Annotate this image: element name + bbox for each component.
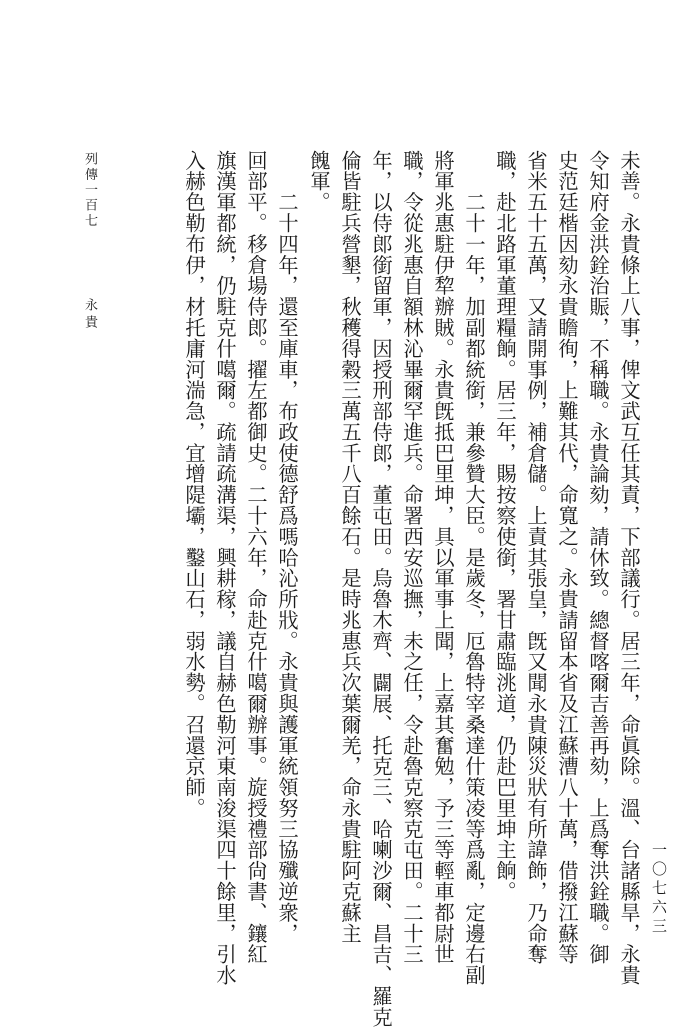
running-title: 列傳一百七 <box>82 152 97 229</box>
text-column-11: 餽軍。 <box>307 150 331 213</box>
text-column-6: 二十一年，加副都統銜，兼參贊大臣。是歲冬，厄魯特宰桑達什策凌等爲亂，定邊右副 <box>462 150 486 986</box>
text-column-5: 職，赴北路軍董理糧餉。居三年，賜按察使銜，署甘肅臨洮道，仍赴巴里坤主餉。 <box>493 150 517 903</box>
text-column-12: 二十四年，還至庫車，布政使德舒爲嗎哈沁所戕。永貴與護軍統領努三協殲逆衆， <box>275 150 299 944</box>
text-column-15: 入赫色勒布伊，材托庸河湍急，宜增隄壩，鑿山石，弱水勢。召還京師。 <box>182 150 206 819</box>
text-column-10: 倫皆駐兵營墾，秋穫得穀三萬五千八百餘石。是時兆惠兵次葉爾羌，命永貴駐阿克蘇主 <box>338 150 362 944</box>
text-column-3: 史范廷楷因劾永貴瞻徇，上難其代，命寬之。永貴請留本省及江蘇漕八十萬，借撥江蘇等 <box>555 150 579 965</box>
text-column-13: 回部平。移倉場侍郎。擢左都御史。二十六年，命赴克什噶爾辦事。旋授禮部尙書、鑲紅 <box>244 150 268 965</box>
text-column-8: 職，令從兆惠自額林沁畢爾罕進兵。命署西安巡撫，未之任，令赴魯克察克屯田。二十三 <box>400 150 424 965</box>
page-number: 一〇七六三 <box>650 842 668 937</box>
text-column-9: 年，以侍郎銜留軍，因授刑部侍郎，董屯田。烏魯木齊、闢展、托克三、哈喇沙爾、昌吉、羅克 <box>369 150 393 1027</box>
text-column-7: 將軍兆惠駐伊犂辦賊。永貴旣抵巴里坤，具以軍事上聞，上嘉其奮勉，予三等輕車都尉世 <box>431 150 455 965</box>
text-column-1: 未善。永貴條上八事，俾文武互任其責，下部議行。居三年，命眞除。溫、台諸縣旱，永貴 <box>617 150 641 986</box>
text-column-14: 旗漢軍都統，仍駐克什噶爾。疏請疏溝渠，興耕稼，議自赫色勒河東南浚渠四十餘里，引水 <box>213 150 237 986</box>
text-column-2: 令知府金洪銓治賑，不稱職。永貴論劾，請休致。總督喀爾吉善再劾，上爲奪洪銓職。御 <box>586 150 610 965</box>
text-column-4: 省米五十五萬，又請開事例，補倉儲。上責其張皇，旣又聞永貴陳災狀有所諱飾，乃命奪 <box>524 150 548 965</box>
running-name: 永貴 <box>82 298 97 332</box>
